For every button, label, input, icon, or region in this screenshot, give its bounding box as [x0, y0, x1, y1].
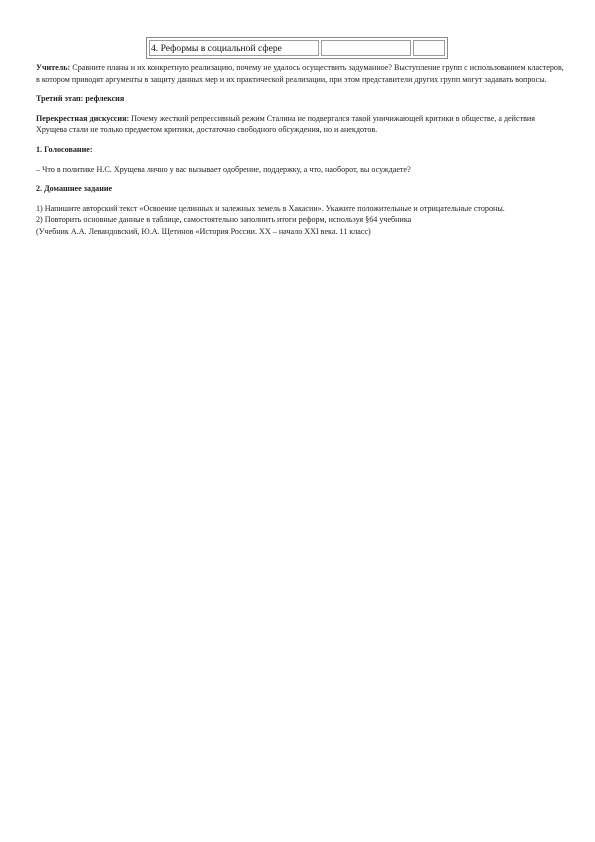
voting-text: – Что в политике Н.С. Хрущева лично у вас вызывает одобрение, поддержку, а что, наоборот, вы осуждаете?: [36, 164, 411, 174]
teacher-text: Сравните планы и их конкретную реализацию, почему не удалось осуществить задуманное? Выступление групп с использованием кластеров, в котором приводят аргументы в защиту данных мер и их практической реализации, при этом представители других групп могут задавать вопросы.: [36, 63, 564, 84]
table-cell-empty: [413, 40, 445, 56]
homework-item-2: 2) Повторить основные данные в таблице, самостоятельно заполнить итоги реформ, используя §64 учебника: [36, 215, 412, 225]
table-cell-title: 4. Реформы в социальной сфере: [149, 40, 319, 56]
table-cell-empty: [321, 40, 411, 56]
reform-table-row: [146, 37, 448, 59]
voting-heading: 1. Голосование:: [36, 144, 93, 154]
cross-discussion-text: Почему жесткий репрессивный режим Сталина не подвергался такой уничижающей критики в обществе, а действия Хрущева стали не только предметом критики, достаточно свободного обсуждения, но и анекдотов.: [36, 113, 535, 135]
homework-heading: 2. Домашнее задание: [36, 184, 113, 194]
homework-item-3: (Учебник А.А. Левандовский, Ю.А. Щетинов «История России. XX – начало XXI века. 11 класс): [36, 226, 371, 236]
stage3-heading: Третий этап: рефлексия: [36, 94, 125, 104]
cross-discussion-paragraph: [36, 113, 564, 136]
teacher-paragraph: [36, 62, 564, 85]
cross-discussion-label: Перекрестная дискуссия:: [36, 113, 130, 123]
document-body: [36, 62, 564, 238]
teacher-label: Учитель:: [36, 63, 71, 72]
homework-item-1: 1) Напишите авторский текст «Освоение целинных и залежных земель в Хакасии». Укажите положительные и отрицательные стороны.: [36, 203, 505, 213]
